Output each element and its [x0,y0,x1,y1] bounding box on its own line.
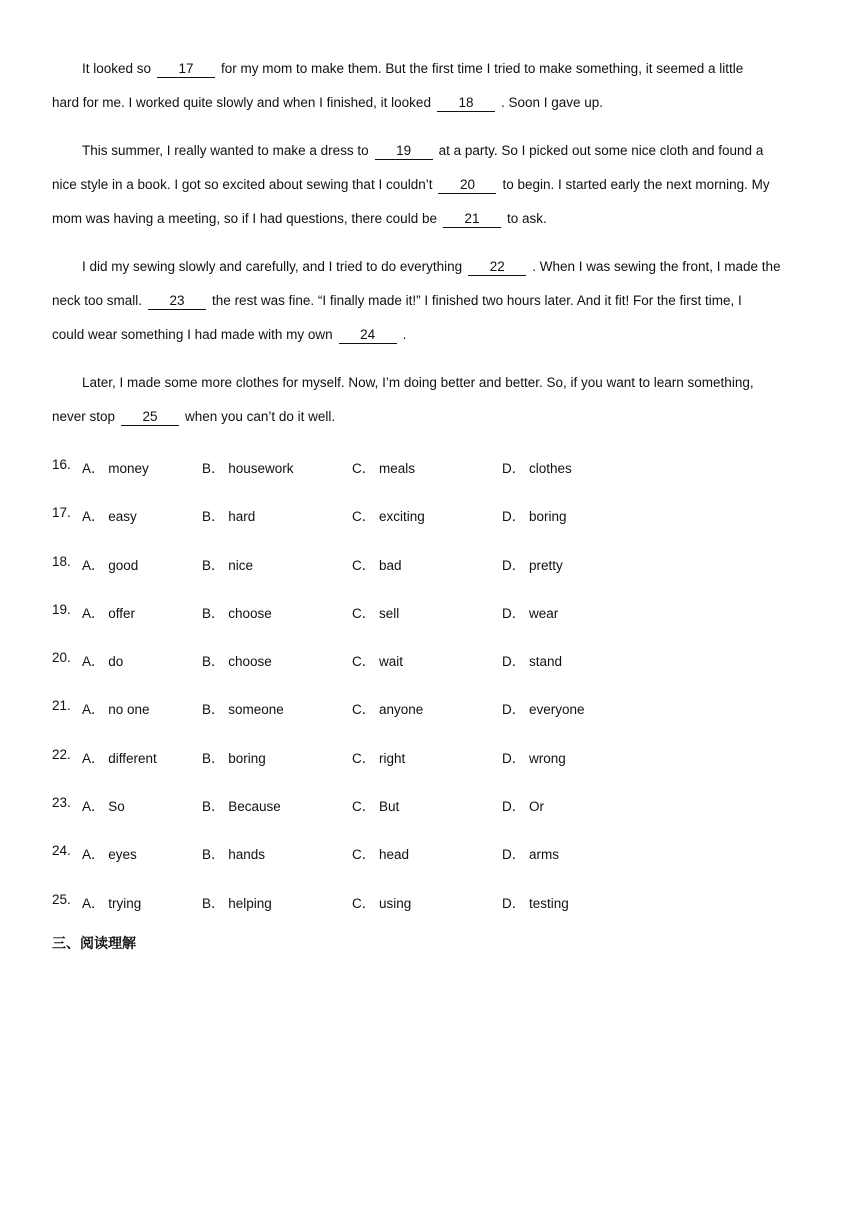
question-number: 17. [52,505,71,521]
option-c: C． sell [352,605,400,621]
option-c: C． using [352,895,412,911]
option-b: B． choose [202,605,272,621]
option-b: B． choose [202,654,272,670]
option-b: B． boring [202,750,266,766]
option-d: D． pretty [502,557,563,573]
option-a: A． good [82,557,139,573]
question-number: 18. [52,553,71,569]
option-a: A． easy [82,509,137,525]
text-run: the rest was fine. “I finally made it!” I finished two hours later. And it fit! For the first time, I [212,293,742,308]
text-run: I did my sewing slowly and carefully, and I tried to do everything [82,259,463,274]
question-number: 23. [52,795,71,811]
text-run: neck too small. [52,293,143,308]
text-run: It looked so [82,61,152,76]
blank-24: 24 [339,327,397,344]
text-run: for my mom to make them. But the first time I tried to make something, it seemed a little [221,61,744,76]
paragraph-line [52,202,804,236]
option-b: B． Because [202,799,281,815]
option-c: C． head [352,847,410,863]
question-number: 20. [52,650,71,666]
option-c: C． right [352,750,406,766]
option-a: A． no one [82,702,150,718]
text-run: . [402,327,407,342]
option-d: D． clothes [502,461,572,476]
paragraph-line [52,400,804,434]
paragraph-line [52,168,804,202]
question-row [52,450,812,498]
blank-21: 21 [443,211,501,228]
option-a: A． different [82,750,157,766]
option-b: B． hands [202,847,266,863]
question-number: 21. [52,698,71,714]
question-number: 19. [52,601,71,617]
text-run: when you can’t do it well. [185,409,336,424]
paragraph-line [52,86,804,120]
question-row [52,836,812,884]
question-row [52,595,812,643]
option-a: A． So [82,799,125,815]
blank-18: 18 [437,95,495,112]
question-options [52,450,812,933]
text-run: This summer, I really wanted to make a dress to [82,143,369,158]
option-b: B． nice [202,557,254,573]
question-row [52,885,812,933]
blank-22: 22 [468,259,526,276]
option-d: D． Or [502,799,544,815]
question-number: 24. [52,843,71,859]
option-a: A． eyes [82,847,137,863]
question-row [52,788,812,836]
option-c: C． meals [352,461,416,476]
text-run: . Soon I gave up. [500,95,604,110]
question-number: 16. [52,457,71,472]
option-c: C． anyone [352,702,424,718]
question-row [52,691,812,739]
option-a: A． trying [82,895,142,911]
option-b: B． hard [202,509,256,525]
question-number: 22. [52,746,71,762]
option-c: C． wait [352,654,404,670]
text-run: hard for me. I worked quite slowly and when I finished, it looked [52,95,431,110]
paragraph-line [52,134,804,168]
blank-19: 19 [375,143,433,160]
blank-17: 17 [157,61,215,78]
section-heading: 三、阅读理解 [52,935,136,951]
question-row [52,740,812,788]
paragraph-line [52,52,804,86]
text-run: could wear something I had made with my own [52,327,333,342]
option-c: C． bad [352,557,402,573]
question-row [52,498,812,546]
paragraph-3 [52,250,804,352]
option-a: A． money [82,461,149,476]
option-d: D． wrong [502,750,566,766]
question-row [52,643,812,691]
text-run: mom was having a meeting, so if I had questions, there could be [52,211,437,226]
option-d: D． stand [502,654,563,670]
option-d: D． everyone [502,702,585,718]
blank-23: 23 [148,293,206,310]
question-number: 25. [52,891,71,907]
text-run: at a party. So I picked out some nice cloth and found a [438,143,764,158]
option-b: B． helping [202,895,272,911]
option-d: D． testing [502,895,569,911]
option-d: D． arms [502,847,559,863]
paragraph-line [52,318,804,352]
question-row [52,547,812,595]
paragraph-line [52,250,804,284]
option-d: D． boring [502,509,567,525]
paragraph-line [52,284,804,318]
option-b: B． someone [202,702,284,718]
blank-25: 25 [121,409,179,426]
paragraph-line [52,366,804,400]
text-run: never stop [52,409,116,424]
option-c: C． exciting [352,509,425,525]
option-b: B． housework [202,461,294,476]
text-run: to begin. I started early the next morning. My [502,177,770,192]
option-a: A． do [82,654,124,670]
option-c: C． But [352,799,400,815]
text-run: Later, I made some more clothes for myself. Now, I’m doing better and better. So, if you want to learn something, [82,375,754,390]
blank-20: 20 [438,177,496,194]
option-d: D． wear [502,605,559,621]
option-a: A． offer [82,605,136,621]
text-run: to ask. [506,211,547,226]
paragraph-4 [52,366,804,434]
paragraph-2 [52,134,804,236]
paragraph-1 [52,52,804,120]
text-run: . When I was sewing the front, I made the [532,259,781,274]
text-run: nice style in a book. I got so excited about sewing that I couldn’t [52,177,433,192]
